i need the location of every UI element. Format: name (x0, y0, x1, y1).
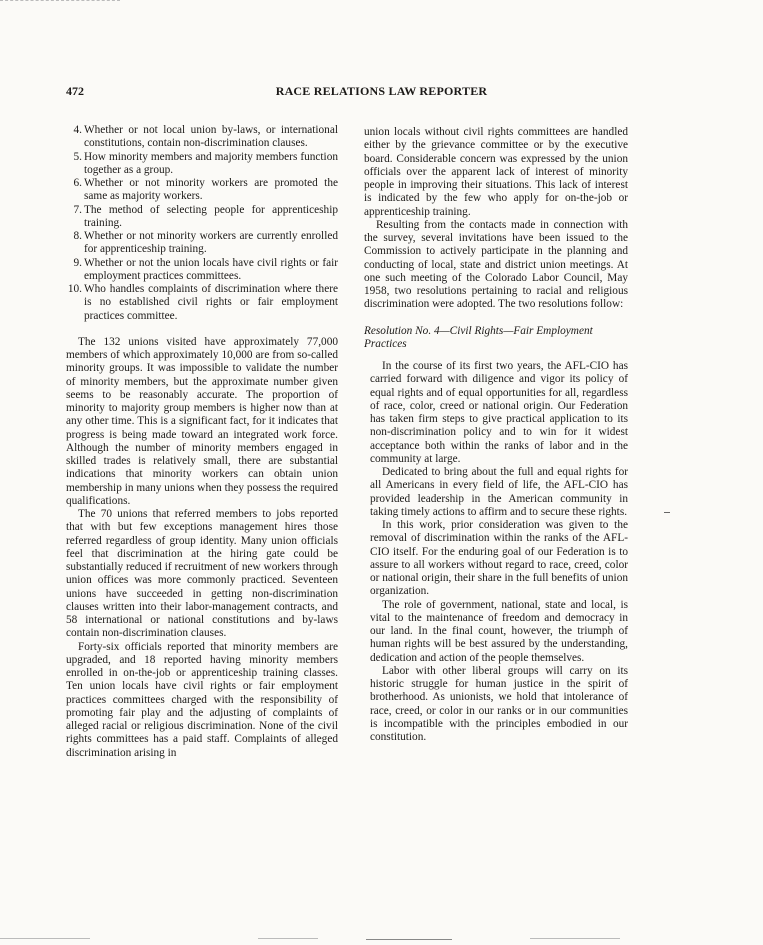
scan-artifact-line (530, 938, 620, 939)
list-item-text: How minority members and majority members function together as a group. (84, 150, 338, 176)
list-item (66, 151, 338, 178)
list-item-number: 7. (73, 203, 82, 216)
list-item-text: The method of selecting people for apprenticeship training. (84, 203, 338, 229)
list-item-text: Whether or not minority workers are currently enrolled for apprenticeship training. (84, 230, 338, 256)
resolution-paragraph: Labor with other liberal groups will carry on its historic struggle for human justice in the spirit of brotherhood. As unionists, we hold that intolerance of race, creed, or color in our ranks or in our communities is incompatible with the principles embodied in our constitution. (370, 664, 628, 743)
resolution-heading: Resolution No. 4—Civil Rights—Fair Employment Practices (364, 324, 593, 350)
scan-artifact-line (0, 0, 120, 2)
scan-artifact-line (664, 512, 670, 513)
list-item-number: 6. (73, 177, 82, 189)
list-item-number: 8. (73, 230, 82, 242)
list-item-text: Who handles complaints of discrimination where there is no established civil rights or fair employment practices committee. (84, 283, 338, 322)
scan-artifact-line (0, 938, 90, 939)
list-item (66, 283, 338, 323)
page-number: 472 (66, 84, 84, 98)
scan-artifact-line (366, 939, 452, 940)
list-item-text: Whether or not local union by-laws, or international constitutions, contain non-discrimination clauses. (84, 124, 338, 150)
body-paragraph: The 70 unions that referred members to jobs reported that with but few exceptions management hires those referred regardless of group identity. Many union officials feel that discrimination at the hiring gate could be substantially reduced if recruitment of new workers through union offices was more commonly practiced. Seventeen unions have succeeded in getting non-discrimination clauses written into their labor-management contracts, and 58 international or national constitutions and by-laws contain non-discrimination clauses. (66, 508, 338, 640)
resolution-paragraph: The role of government, national, state and local, is vital to the maintenance of freedom and democracy in our land. In the final count, however, the triumph of human rights will be best assured by the understanding, dedication and action of the people themselves. (370, 598, 628, 664)
list-item (66, 124, 338, 151)
list-item-number: 5. (73, 150, 82, 163)
list-item-number: 10. (67, 283, 82, 295)
continued-paragraph: union locals without civil rights committees are handled either by the grievance committee or by the executive board. Considerable concern was expressed by the union officials over the apparent lack of interest of minority people in improving their situations. This lack of interest is indicated by the few who apply for on-the-job or apprenticeship training. (364, 126, 628, 218)
resolution-text (364, 360, 628, 744)
list-item-number: 9. (73, 256, 82, 269)
list-item (66, 177, 338, 204)
list-item-text: Whether or not minority workers are promoted the same as majority workers. (84, 177, 338, 203)
left-column (66, 124, 338, 760)
body-paragraph: The 132 unions visited have approximately 77,000 members of which approximately 10,000 are from so-called minority groups. It was impossible to validate the number of minority members, but the approximate number given seems to be reasonably accurate. The proportion of minority to majority group members is higher now than at any other time. This is a significant fact, for it indicates that progress is being made toward an integrated work force. Although the number of minority members engaged in skilled trades is relatively small, there are substantial indications that minority workers can obtain union membership in many unions when they possess the required qualifications. (66, 335, 338, 507)
body-paragraph: Forty-six officials reported that minority members are upgraded, and 18 reported having minority members enrolled in on-the-job or apprenticeship training classes. Ten union locals have civil rights or fair employment practices committees charged with the responsibility of promoting fair play and the adjusting of complaints of alleged racial or religious discrimination. None of the civil rights committees has a paid staff. Complaints of alleged discrimination arising in (66, 640, 338, 759)
scan-artifact-line (258, 938, 318, 939)
body-paragraph: Resulting from the contacts made in connection with the survey, several invitations have been issued to the Commission to actively participate in the planning and conducting of local, state and district union meetings. At one such meeting of the Colorado Labor Council, May 1958, two resolutions pertaining to racial and religious discrimination were adopted. The two resolutions follow: (364, 218, 628, 311)
list-item-text: Whether or not the union locals have civil rights or fair employment practices committees. (84, 256, 338, 282)
resolution-paragraph: Dedicated to bring about the full and equal rights for all Americans in every field of life, the AFL-CIO has provided leadership in the American community in taking timely actions to affirm and to secure these rights. (370, 466, 628, 518)
list-item (66, 257, 338, 284)
survey-question-list (66, 124, 338, 323)
running-head: RACE RELATIONS LAW REPORTER (275, 84, 488, 98)
resolution-paragraph: In this work, prior consideration was given to the removal of discrimination within the ranks of the AFL-CIO itself. For the enduring goal of our Federation is to assure to all workers without regard to race, creed, color or national origin, their share in the full benefits of union organization. (370, 519, 628, 598)
list-item (66, 204, 338, 231)
list-item (66, 230, 338, 257)
right-column (364, 126, 628, 744)
resolution-paragraph: In the course of its first two years, the AFL-CIO has carried forward with diligence and vigor its policy of equal rights and of equal opportunities for all, regardless of race, color, creed or national origin. Our Federation has taken firm steps to give practical application to its non-discrimination policy and to win for it widest acceptance both within the ranks of labor and in the community at large. (370, 360, 628, 465)
list-item-number: 4. (73, 124, 82, 136)
